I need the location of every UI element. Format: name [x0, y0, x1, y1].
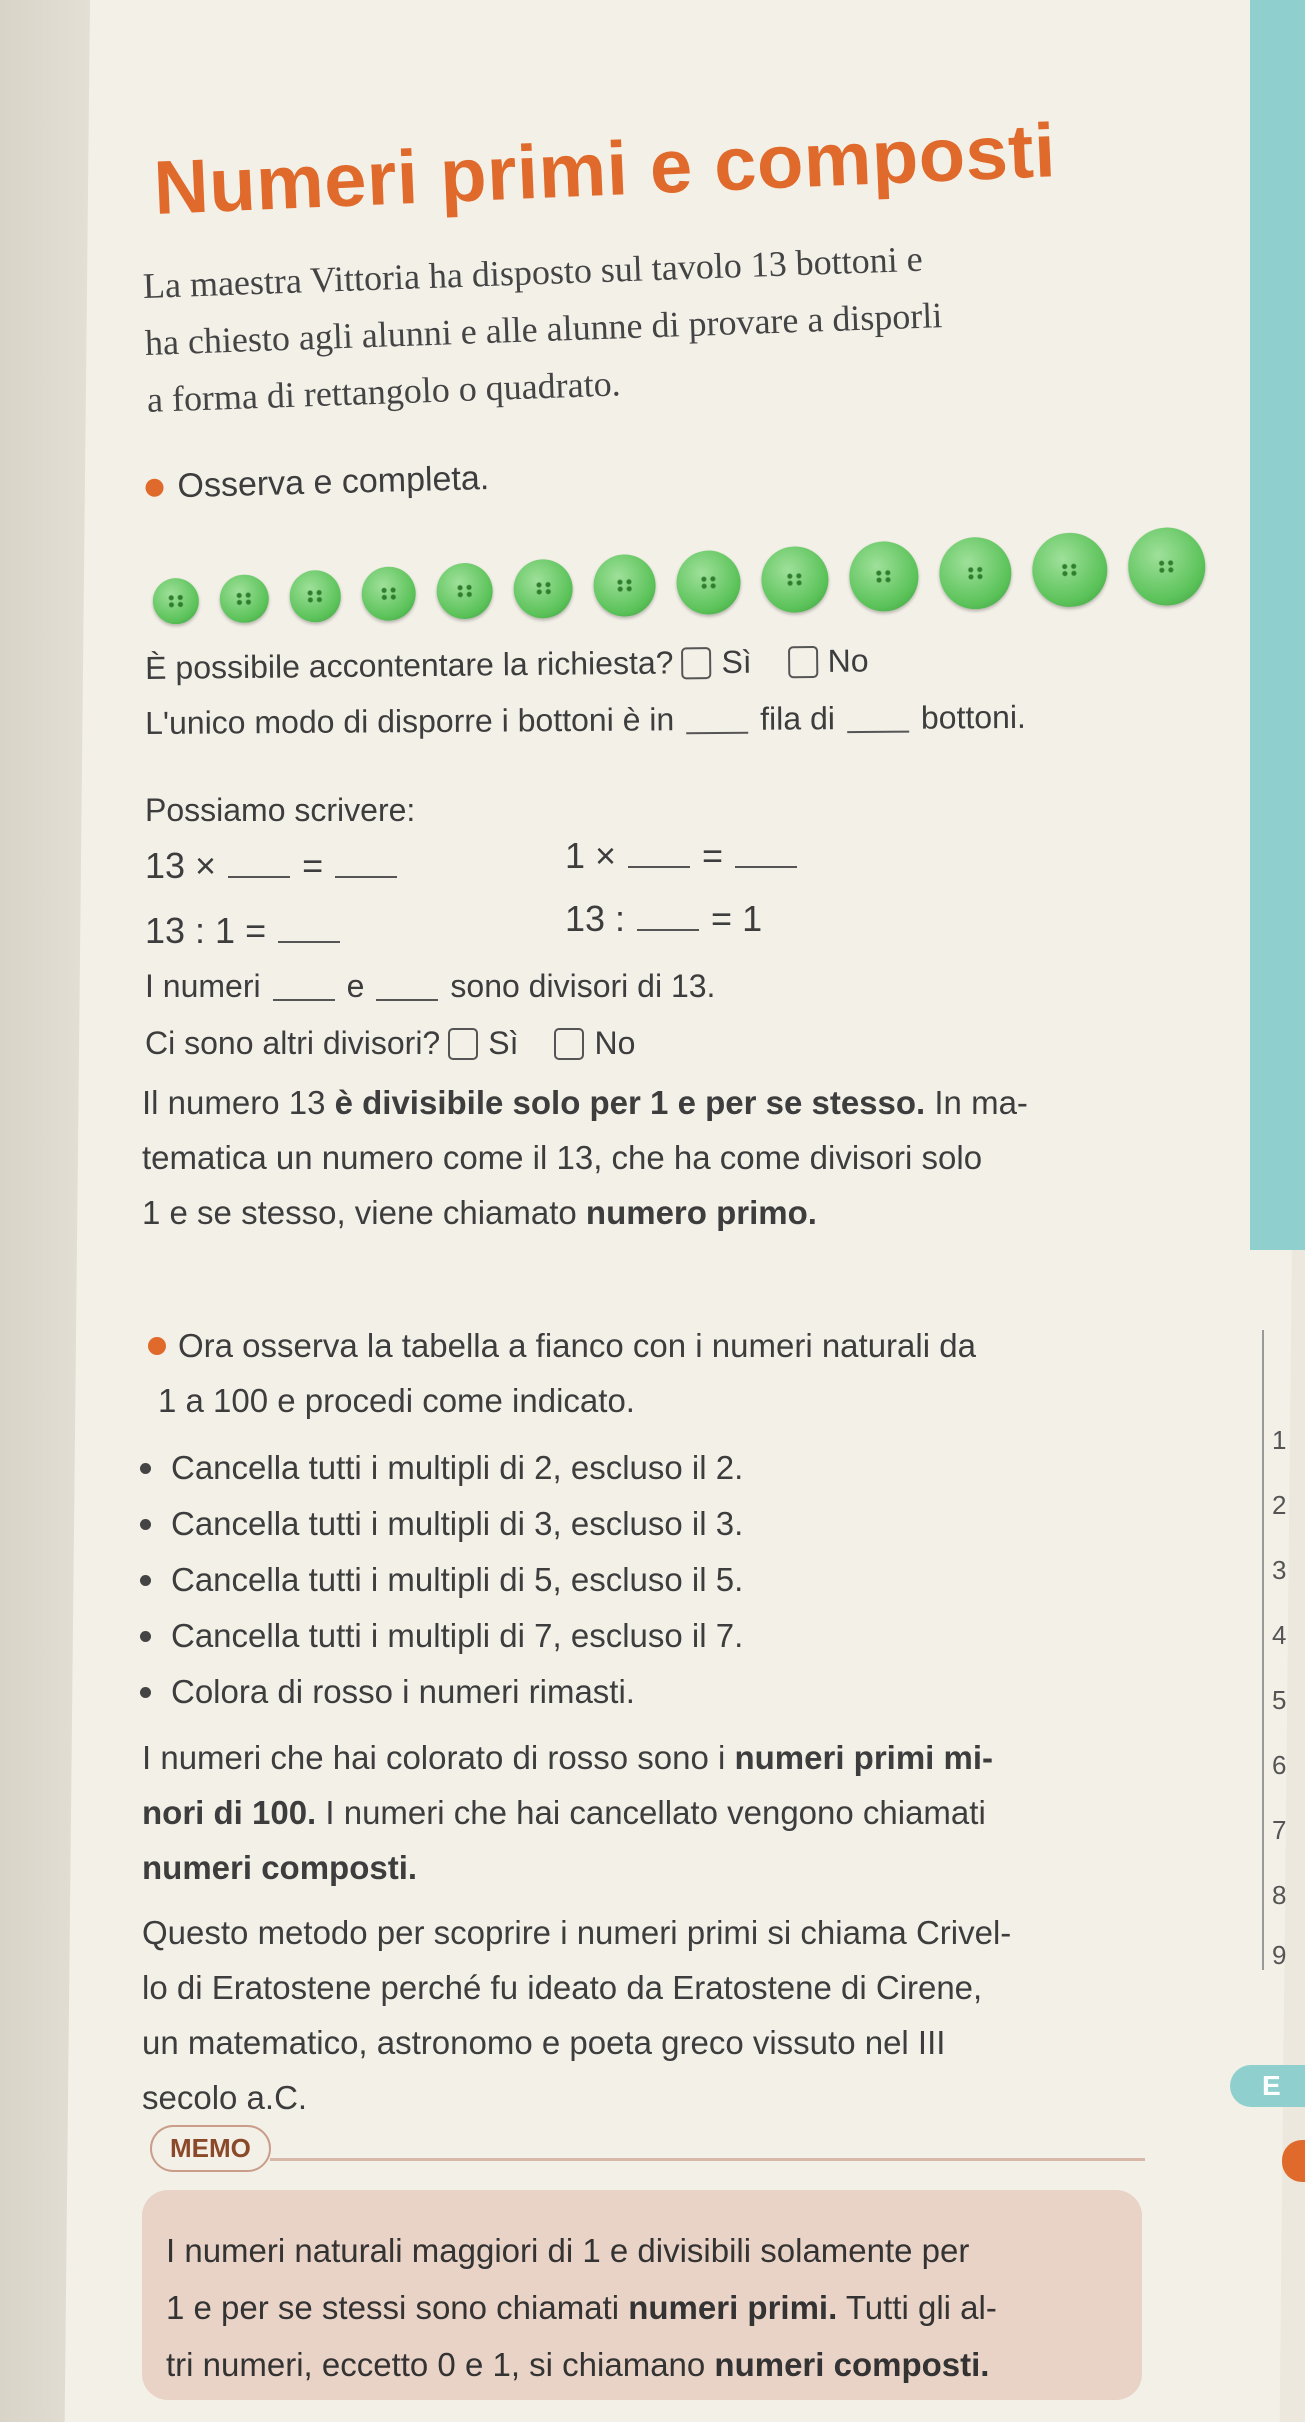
answer-blank[interactable] — [335, 850, 397, 878]
memo-label: MEMO — [150, 2125, 271, 2172]
unico-part1: L'unico modo di disporre i bottoni è in — [145, 701, 675, 741]
divisori-part3: sono divisori di 13. — [450, 968, 716, 1004]
page-title: Numeri primi e composti — [152, 108, 1058, 231]
answer-blank[interactable] — [628, 840, 690, 868]
list-item — [140, 1440, 743, 1496]
possiamo-scrivere: Possiamo scrivere: — [145, 792, 416, 828]
yes-checkbox[interactable] — [681, 647, 711, 679]
instructions-list — [140, 1440, 743, 1720]
list-item-text: Cancella tutti i multipli di 5, escluso il 5. — [171, 1561, 744, 1598]
equation-13-div-1 — [145, 910, 352, 952]
divisori-part1: I numeri — [145, 968, 261, 1004]
margin-fragment: 7 — [1272, 1815, 1287, 1845]
question-accontentare — [145, 642, 869, 687]
para-text: I numeri che hai colorato di rosso sono i — [142, 1739, 735, 1776]
line-divisori — [145, 968, 715, 1005]
memo-text-part: tri numeri, eccetto 0 e 1, si chiamano — [166, 2346, 715, 2383]
memo-line: I numeri naturali maggiori di 1 e divisibili solamente per — [166, 2232, 970, 2269]
list-item-text: Cancella tutti i multipli di 3, escluso il 3. — [171, 1505, 744, 1542]
numeri-primi-paragraph — [142, 1730, 993, 1895]
answer-blank[interactable] — [228, 850, 290, 878]
eq-text: 13 × — [145, 845, 217, 886]
margin-fragment: 9 — [1272, 1940, 1287, 1970]
answer-blank[interactable] — [637, 903, 699, 931]
para-text: Il numero 13 — [142, 1084, 335, 1121]
para-text: In ma- — [925, 1084, 1028, 1121]
memo-bold: numeri primi. — [628, 2289, 838, 2326]
bullet-dot — [145, 478, 163, 496]
question-altri-divisori — [145, 1025, 635, 1062]
para-bold: numeri primi mi- — [734, 1739, 994, 1776]
no-checkbox[interactable] — [788, 645, 818, 677]
unico-part3: bottoni. — [920, 698, 1026, 736]
margin-fragment: 6 — [1272, 1750, 1287, 1780]
answer-blank[interactable] — [273, 973, 335, 1001]
intro-line: La maestra Vittoria ha disposto sul tavolo 13 bottoni e — [142, 238, 924, 306]
answer-blank[interactable] — [686, 705, 748, 733]
list-item — [140, 1552, 743, 1608]
memo-rule — [270, 2158, 1145, 2161]
no-label: No — [827, 642, 869, 679]
para-bold: numero primo. — [585, 1194, 817, 1231]
list-item-text: Cancella tutti i multipli di 7, escluso il 7. — [171, 1617, 744, 1654]
eq-text: = — [702, 835, 724, 876]
yes-label: Sì — [488, 1025, 519, 1061]
intro-line: ha chiesto agli alunni e alle alunne di provare a disporli — [144, 295, 943, 363]
margin-fragment: 4 — [1272, 1620, 1287, 1650]
para-bold: è divisibile solo per 1 e per se stesso. — [334, 1084, 926, 1121]
margin-fragment: 5 — [1272, 1685, 1287, 1715]
answer-blank[interactable] — [847, 704, 909, 732]
task-tabella — [148, 1318, 976, 1428]
equation-13-div — [565, 898, 762, 940]
eq-text: 1 × — [565, 835, 617, 876]
intro-line: a forma di rettangolo o quadrato. — [146, 363, 622, 420]
question-text: È possibile accontentare la richiesta? — [145, 644, 674, 686]
list-item — [140, 1664, 743, 1720]
bullet-dot — [148, 1337, 166, 1355]
para-line: un matematico, astronomo e poeta greco vissuto nel III — [142, 2024, 946, 2061]
question-text: Ci sono altri divisori? — [145, 1025, 441, 1061]
side-tab-accent — [1282, 2140, 1305, 2182]
unico-part2: fila di — [760, 700, 836, 737]
eq-text: = — [302, 845, 324, 886]
list-item — [140, 1608, 743, 1664]
para-text: I numeri che hai cancellato vengono chiamati — [316, 1794, 986, 1831]
answer-blank[interactable] — [735, 840, 797, 868]
margin-fragment: 2 — [1272, 1490, 1287, 1520]
list-item — [140, 1496, 743, 1552]
margin-fragment: 8 — [1272, 1880, 1287, 1910]
task-line: Ora osserva la tabella a fianco con i numeri naturali da — [178, 1327, 976, 1364]
memo-bold: numeri composti. — [714, 2346, 990, 2383]
intro-paragraph — [142, 223, 1157, 429]
line-unico-modo — [145, 699, 1026, 742]
green-button-icon — [152, 577, 200, 625]
yes-checkbox[interactable] — [448, 1028, 478, 1060]
answer-blank[interactable] — [278, 915, 340, 943]
margin-fragment: 3 — [1272, 1555, 1287, 1585]
numero-primo-paragraph — [142, 1075, 1028, 1240]
para-line: Questo metodo per scoprire i numeri primi si chiama Crivel- — [142, 1914, 1012, 1951]
para-line: tematica un numero come il 13, che ha come divisori solo — [142, 1139, 983, 1176]
margin-fragment: 1 — [1272, 1425, 1287, 1455]
eq-text: 13 : 1 = — [145, 910, 267, 951]
equation-13-times — [145, 845, 409, 887]
para-line: secolo a.C. — [142, 2079, 308, 2116]
memo-text-part: Tutti gli al- — [837, 2289, 997, 2326]
eq-text: = 1 — [711, 898, 763, 939]
answer-blank[interactable] — [376, 973, 438, 1001]
crivello-paragraph — [142, 1905, 1011, 2125]
list-item-text: Colora di rosso i numeri rimasti. — [171, 1673, 635, 1710]
para-bold: numeri composti. — [142, 1849, 418, 1886]
para-text: 1 e se stesso, viene chiamato — [142, 1194, 586, 1231]
equation-1-times — [565, 835, 809, 877]
no-checkbox[interactable] — [554, 1028, 584, 1060]
adjacent-table-edge — [1262, 1330, 1305, 1970]
no-label: No — [594, 1025, 636, 1061]
side-color-strip — [1250, 0, 1305, 1250]
yes-label: Sì — [721, 643, 752, 680]
para-bold: nori di 100. — [142, 1794, 317, 1831]
memo-text — [166, 2222, 997, 2393]
divisori-part2: e — [346, 968, 365, 1004]
list-item-text: Cancella tutti i multipli di 2, escluso il 2. — [171, 1449, 744, 1486]
para-line: lo di Eratostene perché fu ideato da Eratostene di Cirene, — [142, 1969, 983, 2006]
task-line: 1 a 100 e procedi come indicato. — [158, 1382, 635, 1419]
eq-text: 13 : — [565, 898, 626, 939]
task-label: Osserva e completa. — [176, 459, 490, 506]
side-tab: E — [1230, 2065, 1305, 2107]
memo-text-part: 1 e per se stessi sono chiamati — [166, 2289, 629, 2326]
